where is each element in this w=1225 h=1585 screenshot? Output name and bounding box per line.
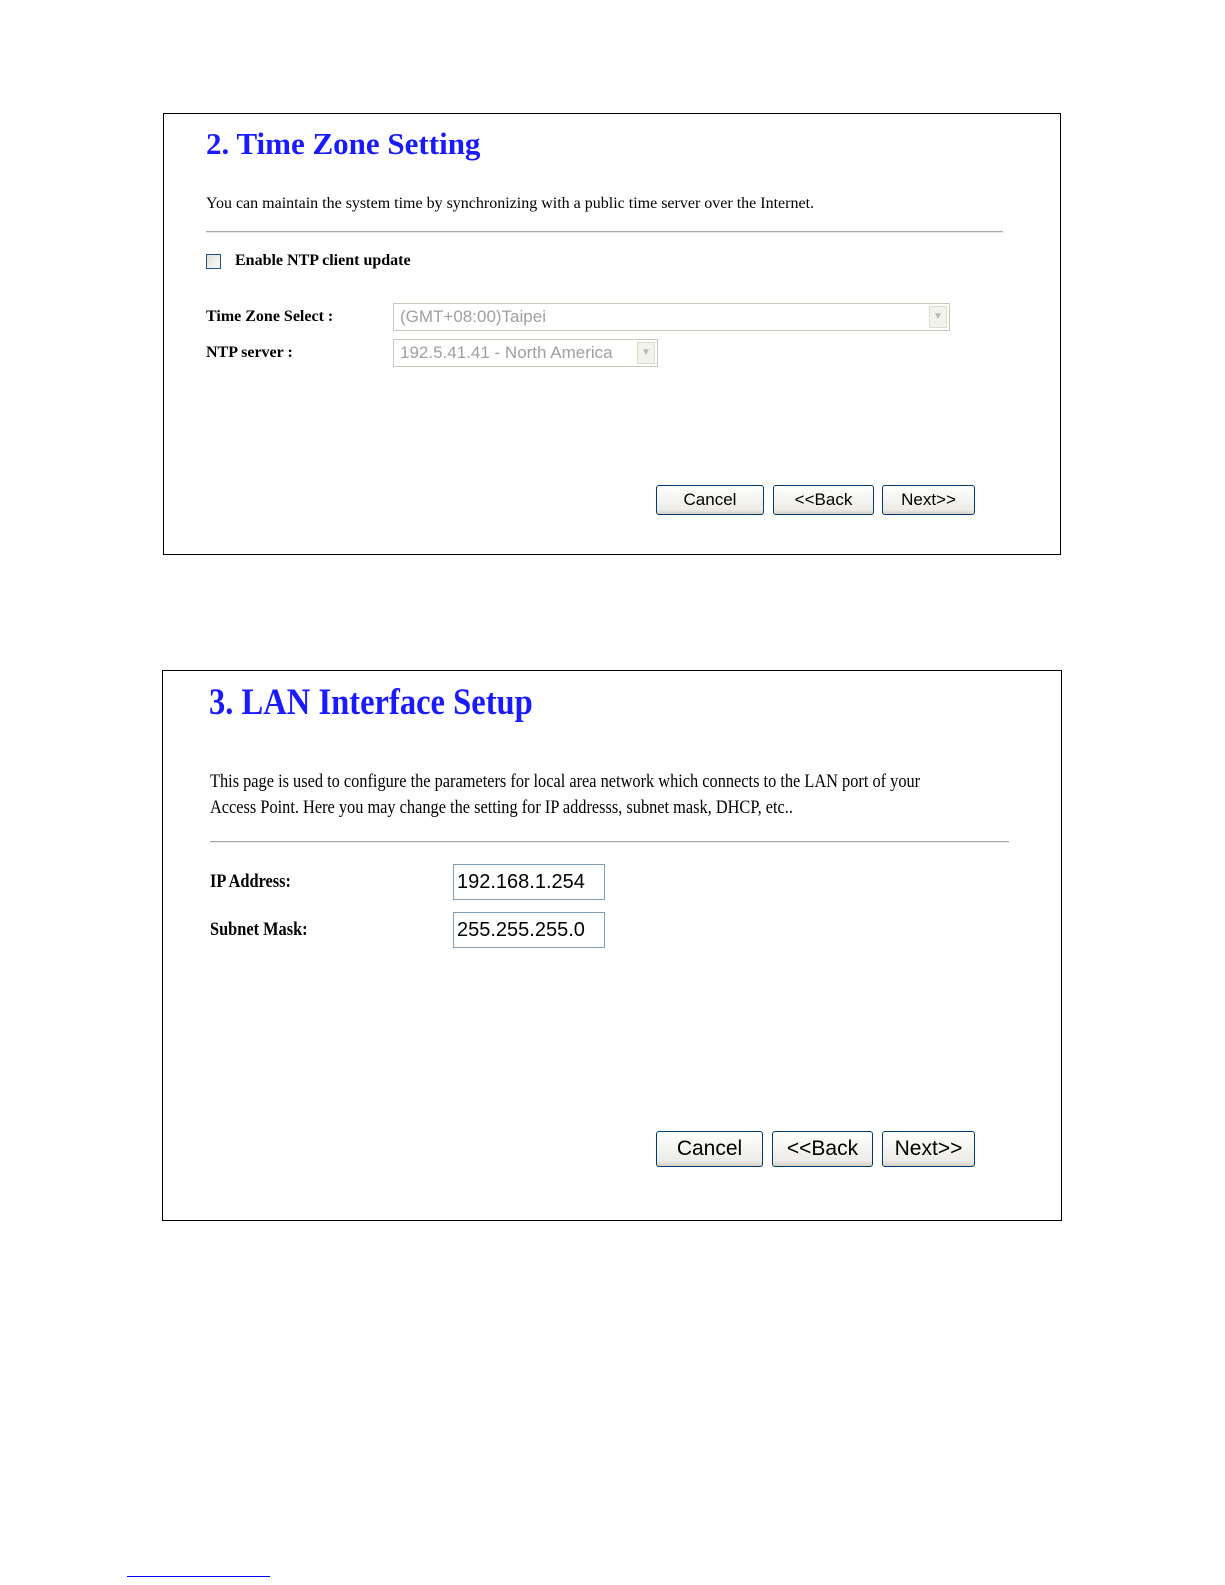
time-zone-select[interactable]	[393, 303, 950, 331]
page-title: 3. LAN Interface Setup	[209, 682, 533, 723]
footnote-divider	[127, 1576, 270, 1577]
description-line: This page is used to configure the parameters for local area network which connects to the LAN port of your	[210, 771, 921, 792]
time-zone-label: Time Zone Select :	[206, 308, 334, 325]
page-title: 2. Time Zone Setting	[206, 126, 481, 161]
description-text	[210, 769, 920, 821]
description-line: Access Point. Here you may change the setting for IP addresss, subnet mask, DHCP, etc..	[210, 797, 793, 818]
ip-address-label: IP Address:	[210, 871, 291, 892]
ntp-enable-checkbox[interactable]	[206, 254, 221, 269]
subnet-mask-input[interactable]: 255.255.255.0	[453, 912, 605, 948]
divider	[206, 231, 1003, 233]
ip-address-input[interactable]: 192.168.1.254	[453, 864, 605, 900]
lan-interface-panel	[162, 670, 1062, 1221]
ntp-server-select-value: 192.5.41.41 - North America	[400, 343, 613, 362]
subnet-mask-label: Subnet Mask:	[210, 919, 308, 940]
ntp-enable-label[interactable]: Enable NTP client update	[235, 252, 411, 269]
cancel-button[interactable]: Cancel	[656, 485, 764, 515]
description-text: You can maintain the system time by synchronizing with a public time server over the Internet.	[206, 195, 815, 212]
ntp-server-label: NTP server :	[206, 344, 293, 361]
cancel-button[interactable]: Cancel	[656, 1131, 763, 1167]
back-button[interactable]: <<Back	[772, 1131, 873, 1167]
back-button[interactable]: <<Back	[773, 485, 874, 515]
time-zone-panel	[163, 113, 1061, 555]
ntp-server-select[interactable]	[393, 339, 658, 367]
next-button[interactable]: Next>>	[882, 1131, 975, 1167]
next-button[interactable]: Next>>	[882, 485, 975, 515]
divider	[210, 841, 1009, 843]
time-zone-select-value: (GMT+08:00)Taipei	[400, 307, 546, 326]
chevron-down-icon[interactable]: ▼	[929, 306, 947, 328]
chevron-down-icon[interactable]: ▼	[637, 342, 655, 364]
